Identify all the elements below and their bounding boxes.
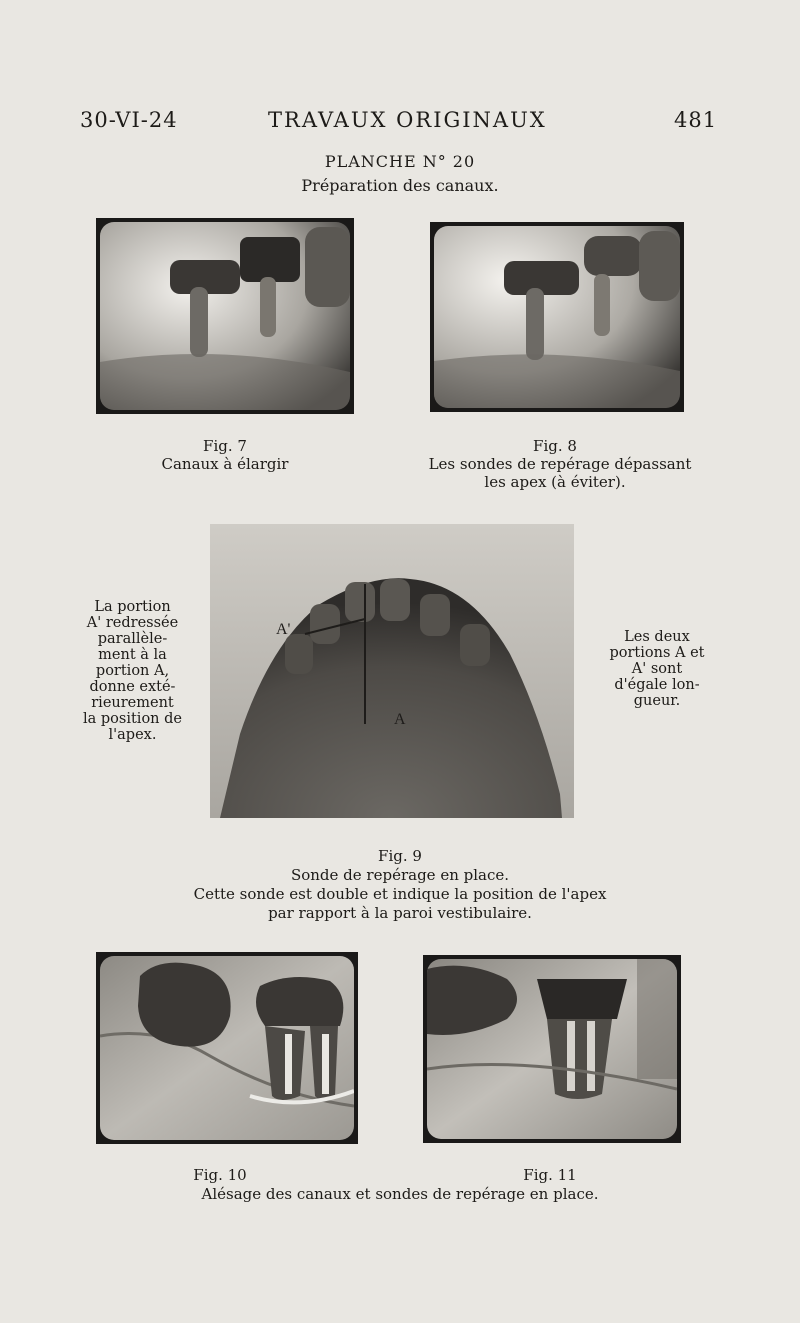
plate-subtitle: Préparation des canaux.	[301, 176, 499, 195]
fig9-label: Fig. 9	[378, 847, 422, 865]
running-title: TRAVAUX ORIGINAUX	[268, 108, 547, 132]
side-note-line: parallèle-	[97, 631, 168, 647]
side-note-line: La portion	[94, 599, 171, 615]
side-note-line: la position de	[83, 711, 182, 727]
side-note-line: d'égale lon-	[614, 677, 700, 693]
side-note-line: portions A et	[609, 645, 705, 661]
left-side-note	[70, 599, 195, 743]
fig9-radiograph	[210, 524, 574, 818]
fig10-11-caption: Alésage des canaux et sondes de repérage en place.	[201, 1185, 599, 1203]
fig11-label: Fig. 11	[523, 1166, 577, 1184]
fig10-label: Fig. 10	[193, 1166, 247, 1184]
fig9-caption-line2: Cette sonde est double et indique la position de l'apex	[193, 885, 607, 903]
side-note-line: A' sont	[631, 661, 683, 677]
fig8-caption-line2: les apex (à éviter).	[484, 473, 626, 491]
marker-a: A	[394, 711, 406, 728]
fig9-caption-line1: Sonde de repérage en place.	[290, 866, 510, 884]
fig7-label: Fig. 7	[203, 437, 247, 455]
fig11-radiograph	[423, 955, 681, 1143]
fig7-caption: Canaux à élargir	[161, 455, 289, 473]
fig10-radiograph	[96, 952, 358, 1144]
side-note-line: l'apex.	[108, 727, 157, 743]
side-note-line: portion A,	[95, 663, 170, 679]
fig8-radiograph	[430, 222, 684, 412]
side-note-line: A' redressée	[86, 615, 179, 631]
fig9-caption-line3: par rapport à la paroi vestibulaire.	[268, 904, 532, 922]
side-note-line: gueur.	[633, 693, 681, 709]
marker-a2: A'	[276, 621, 291, 638]
fig8-label: Fig. 8	[533, 437, 577, 455]
right-side-note	[597, 629, 717, 709]
fig8-caption-line1: Les sondes de repérage dépassant	[428, 455, 692, 473]
running-date: 30-VI-24	[80, 108, 178, 132]
page-number: 481	[674, 108, 718, 132]
side-note-line: ment à la	[98, 647, 167, 663]
plate-title: PLANCHE N° 20	[324, 152, 476, 171]
side-note-line: rieurement	[91, 695, 174, 711]
fig7-radiograph	[96, 218, 354, 414]
side-note-line: Les deux	[624, 629, 690, 645]
side-note-line: donne exté-	[89, 679, 176, 695]
